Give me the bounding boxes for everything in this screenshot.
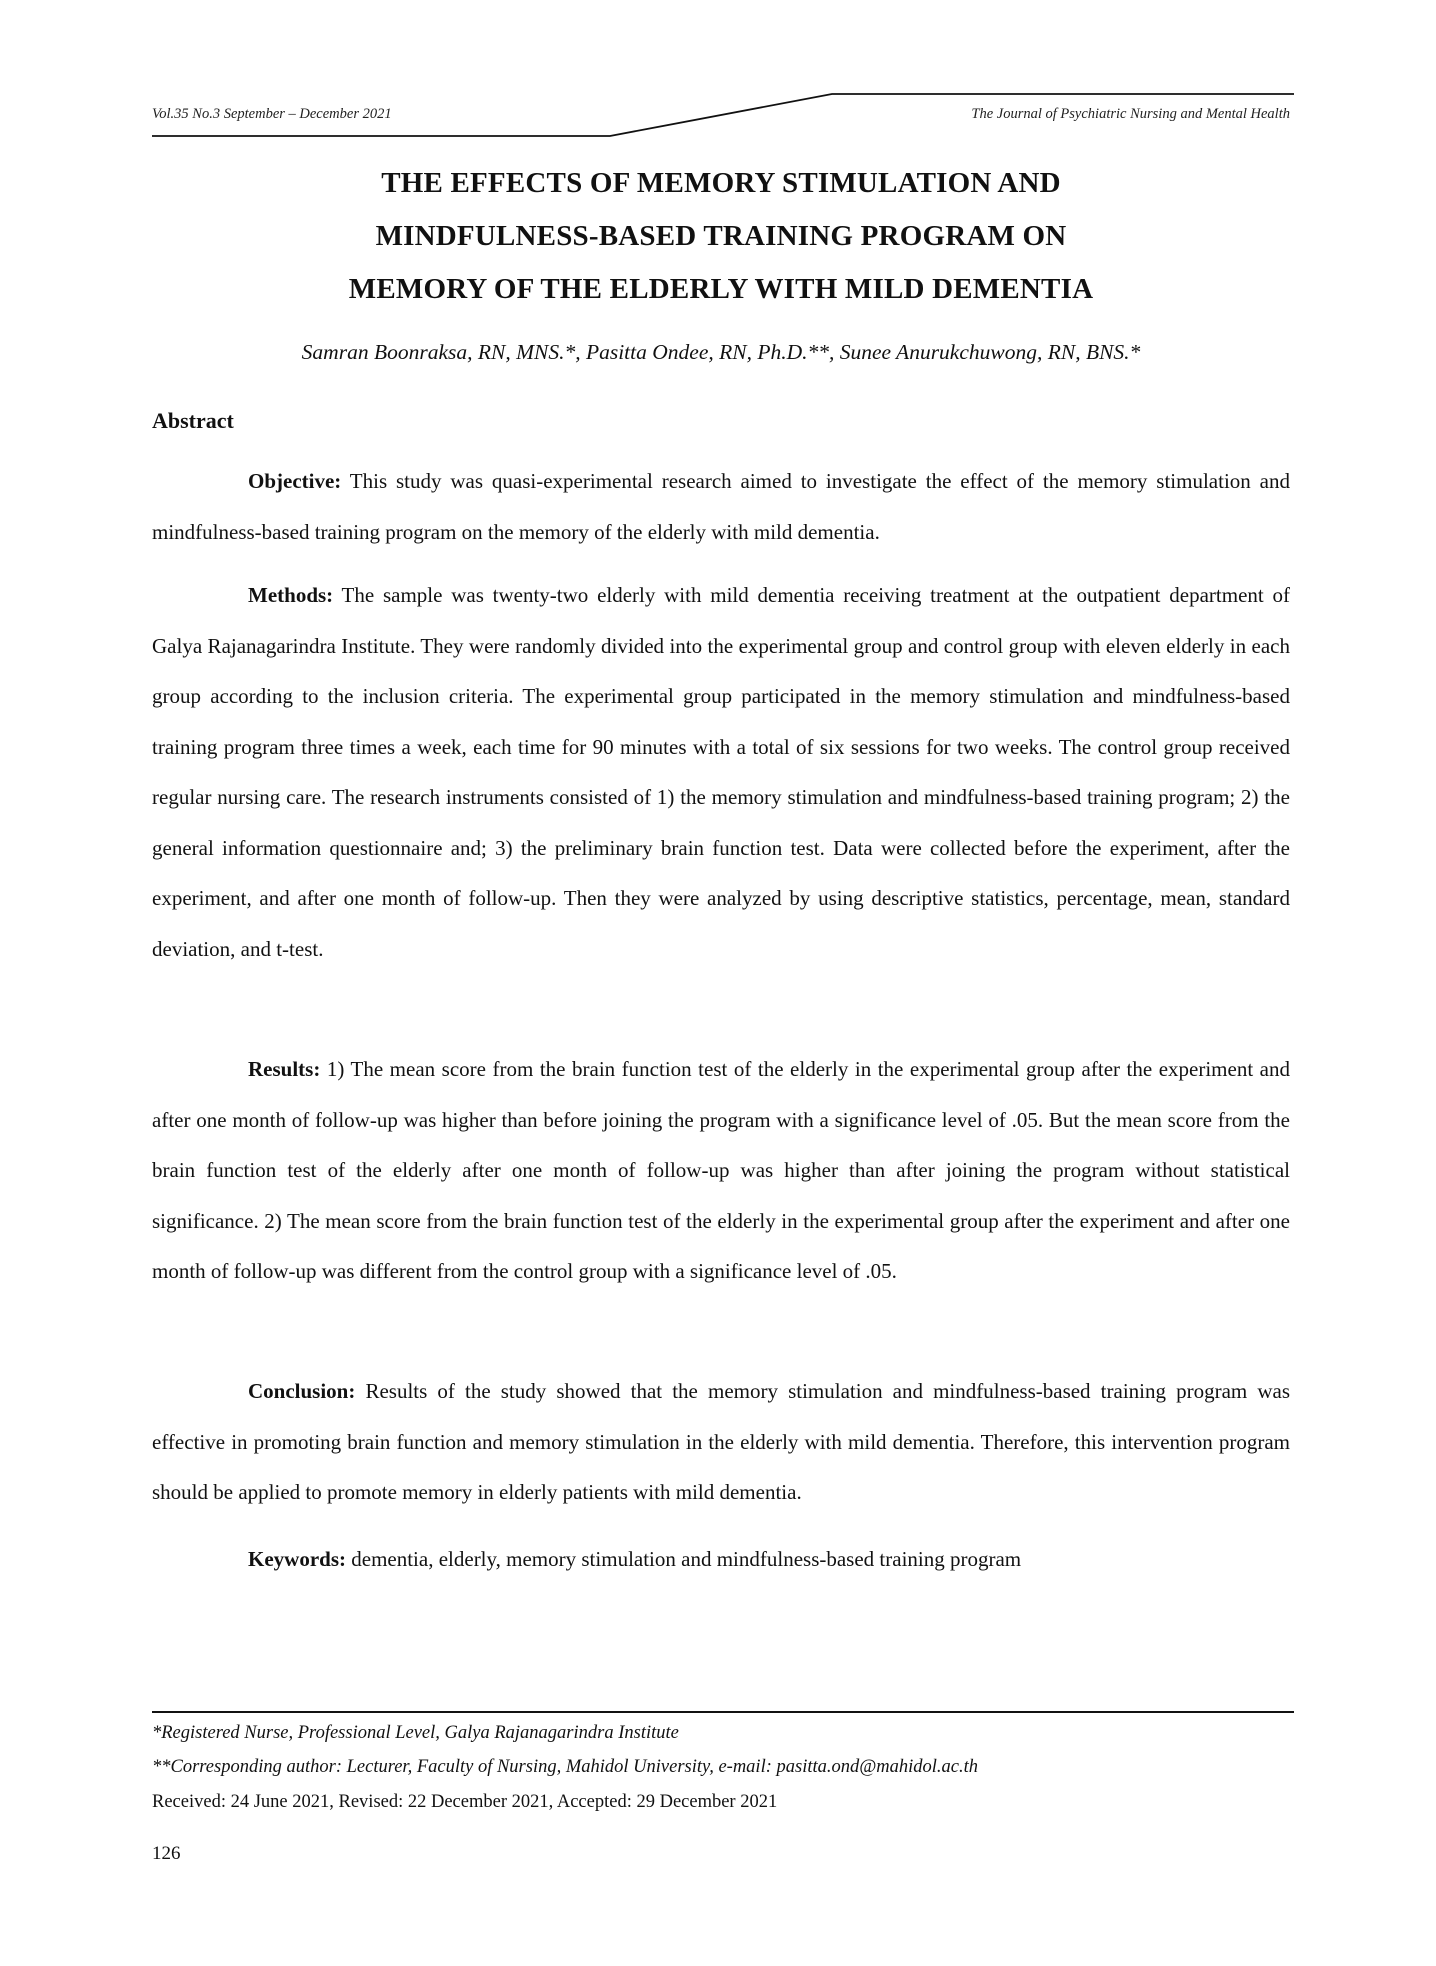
results-text: 1) The mean score from the brain function test of the elderly in the experimental group after the experiment and after one month of follow-up was higher than before joining the program with a significance level of .05. But the mean score from the brain function test of the elderly after one month of follow-up was higher than after joining the program without statistical significance. 2) The mean score from the brain function test of the elderly in the experimental group after the experiment and after one month of follow-up was different from the control group with a significance level of .05.	[152, 1057, 1290, 1283]
abstract-methods	[152, 570, 1290, 974]
header-rule	[0, 0, 1436, 160]
footnote-dates: Received: 24 June 2021, Revised: 22 December 2021, Accepted: 29 December 2021	[152, 1792, 778, 1812]
title-line-3: MEMORY OF THE ELDERLY WITH MILD DEMENTIA	[348, 273, 1094, 305]
objective-text: This study was quasi-experimental research aimed to investigate the effect of the memory stimulation and mindfulness-based training program on the memory of the elderly with mild dementia.	[152, 469, 1290, 544]
journal-name: The Journal of Psychiatric Nursing and Mental Health	[971, 106, 1290, 122]
footnote-rule	[152, 1711, 1294, 1713]
footnote-corresponding: **Corresponding author: Lecturer, Faculty of Nursing, Mahidol University, e-mail: pasitta.ond@mahidol.ac.th	[152, 1757, 979, 1777]
title-line-2: MINDFULNESS-BASED TRAINING PROGRAM ON	[375, 220, 1067, 252]
keywords-text: dementia, elderly, memory stimulation and mindfulness-based training program	[346, 1547, 1022, 1571]
results-label: Results:	[248, 1057, 321, 1081]
journal-volume: Vol.35 No.3 September – December 2021	[152, 106, 392, 122]
abstract-keywords	[152, 1534, 1290, 1585]
objective-label: Objective:	[248, 469, 342, 493]
abstract-objective	[152, 456, 1290, 557]
author-list: Samran Boonraksa, RN, MNS.*, Pasitta Ondee, RN, Ph.D.**, Sunee Anurukchuwong, RN, BNS.*	[301, 340, 1141, 364]
keywords-label: Keywords:	[248, 1547, 346, 1571]
abstract-results	[152, 1044, 1290, 1297]
paper-title	[152, 157, 1290, 316]
footnote-registered: *Registered Nurse, Professional Level, Galya Rajanagarindra Institute	[152, 1723, 679, 1743]
abstract-heading: Abstract	[152, 408, 234, 433]
methods-text: The sample was twenty-two elderly with mild dementia receiving treatment at the outpatient department of Galya Rajanagarindra Institute. They were randomly divided into the experimental group and control group with eleven elderly in each group according to the inclusion criteria. The experimental group participated in the memory stimulation and mindfulness-based training program three times a week, each time for 90 minutes with a total of six sessions for two weeks. The control group received regular nursing care. The research instruments consisted of 1) the memory stimulation and mindfulness-based training program; 2) the general information questionnaire and; 3) the preliminary brain function test. Data were collected before the experiment, after the experiment, and after one month of follow-up. Then they were analyzed by using descriptive statistics, percentage, mean, standard deviation, and t-test.	[152, 583, 1290, 961]
conclusion-text: Results of the study showed that the memory stimulation and mindfulness-based training program was effective in promoting brain function and memory stimulation in the elderly with mild dementia. Therefore, this intervention program should be applied to promote memory in elderly patients with mild dementia.	[152, 1379, 1290, 1504]
page-number: 126	[152, 1843, 181, 1864]
methods-label: Methods:	[248, 583, 334, 607]
abstract-conclusion	[152, 1366, 1290, 1518]
title-line-1: THE EFFECTS OF MEMORY STIMULATION AND	[381, 167, 1061, 199]
conclusion-label: Conclusion:	[248, 1379, 356, 1403]
